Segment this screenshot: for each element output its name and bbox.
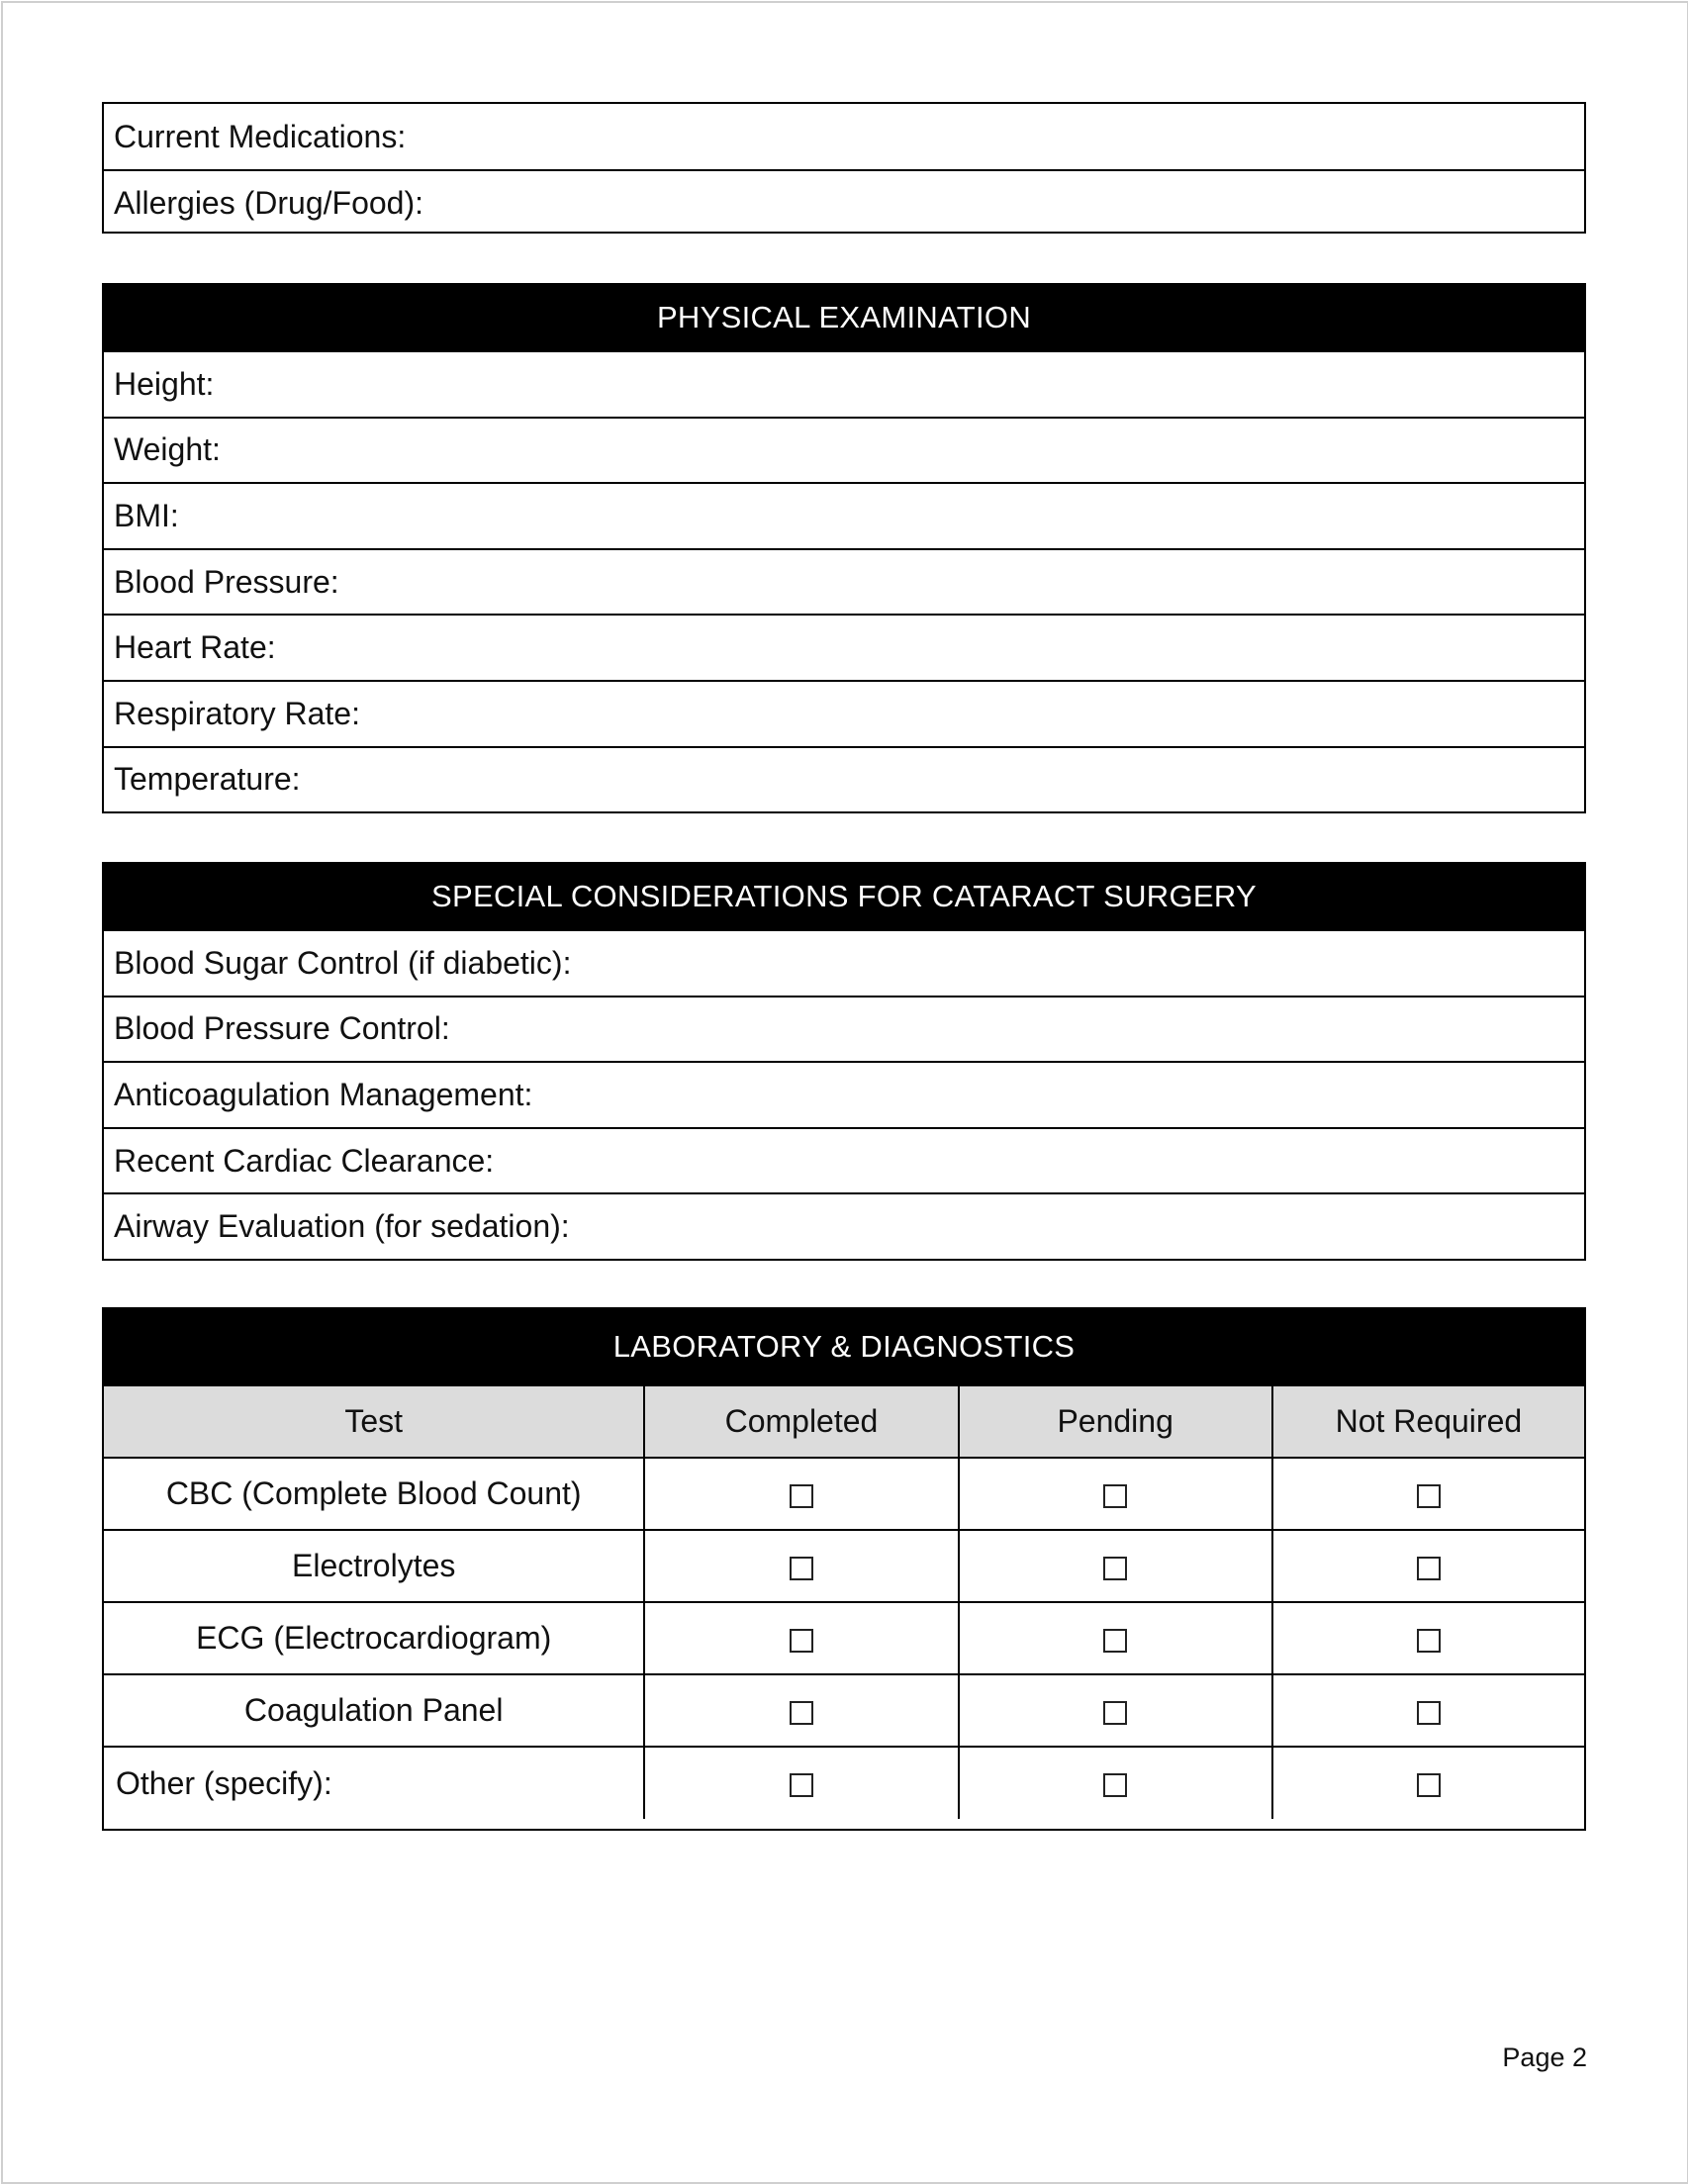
checkbox[interactable] xyxy=(790,1701,813,1725)
pending-cell xyxy=(959,1530,1272,1602)
section-header: SPECIAL CONSIDERATIONS FOR CATARACT SURGERY xyxy=(104,864,1584,929)
table-row xyxy=(104,1602,1584,1674)
blood-pressure-field[interactable] xyxy=(104,548,1584,615)
table-row xyxy=(104,1674,1584,1747)
checkbox[interactable] xyxy=(1417,1484,1441,1508)
field-label: Weight: xyxy=(114,431,221,468)
field-label: Airway Evaluation (for sedation): xyxy=(114,1208,570,1245)
test-name: Electrolytes xyxy=(104,1530,644,1602)
checkbox[interactable] xyxy=(1417,1557,1441,1580)
table-row xyxy=(104,1530,1584,1602)
field-label: Blood Sugar Control (if diabetic): xyxy=(114,944,572,981)
recent-cardiac-clearance-field[interactable] xyxy=(104,1127,1584,1193)
laboratory-section xyxy=(102,1307,1586,1831)
checkbox[interactable] xyxy=(1103,1557,1127,1580)
bmi-field[interactable] xyxy=(104,482,1584,548)
not-required-cell xyxy=(1272,1602,1584,1674)
heart-rate-field[interactable] xyxy=(104,614,1584,680)
lab-table-header-row xyxy=(104,1385,1584,1458)
completed-cell xyxy=(644,1674,958,1747)
table-row xyxy=(104,1458,1584,1530)
column-header-completed: Completed xyxy=(644,1385,958,1458)
checkbox[interactable] xyxy=(1417,1773,1441,1797)
table-row xyxy=(104,1747,1584,1819)
field-label: Heart Rate: xyxy=(114,629,276,666)
pending-cell xyxy=(959,1602,1272,1674)
weight-field[interactable] xyxy=(104,417,1584,483)
not-required-cell xyxy=(1272,1674,1584,1747)
not-required-cell xyxy=(1272,1530,1584,1602)
page-number: Page 2 xyxy=(1502,2042,1587,2072)
field-label: Blood Pressure: xyxy=(114,563,339,600)
field-label: Blood Pressure Control: xyxy=(114,1010,450,1047)
column-header-test: Test xyxy=(104,1385,644,1458)
field-label: Allergies (Drug/Food): xyxy=(114,184,423,221)
respiratory-rate-field[interactable] xyxy=(104,680,1584,746)
pending-cell xyxy=(959,1458,1272,1530)
completed-cell xyxy=(644,1458,958,1530)
checkbox[interactable] xyxy=(1417,1701,1441,1725)
test-name: CBC (Complete Blood Count) xyxy=(104,1458,644,1530)
section-header: PHYSICAL EXAMINATION xyxy=(104,285,1584,350)
checkbox[interactable] xyxy=(790,1773,813,1797)
completed-cell xyxy=(644,1530,958,1602)
blood-sugar-control-field[interactable] xyxy=(104,929,1584,996)
lab-table xyxy=(104,1384,1584,1819)
physical-examination-section xyxy=(102,283,1586,813)
medications-section xyxy=(102,102,1586,234)
temperature-field[interactable] xyxy=(104,746,1584,812)
not-required-cell xyxy=(1272,1458,1584,1530)
checkbox[interactable] xyxy=(790,1629,813,1653)
current-medications-field[interactable] xyxy=(104,104,1584,169)
column-header-not-required: Not Required xyxy=(1272,1385,1584,1458)
field-label: Recent Cardiac Clearance: xyxy=(114,1142,495,1179)
checkbox[interactable] xyxy=(790,1557,813,1580)
not-required-cell xyxy=(1272,1747,1584,1819)
blood-pressure-control-field[interactable] xyxy=(104,996,1584,1062)
field-label: Height: xyxy=(114,365,215,402)
checkbox[interactable] xyxy=(1417,1629,1441,1653)
checkbox[interactable] xyxy=(1103,1484,1127,1508)
checkbox[interactable] xyxy=(1103,1629,1127,1653)
test-name: ECG (Electrocardiogram) xyxy=(104,1602,644,1674)
field-label: BMI: xyxy=(114,497,179,533)
special-considerations-section xyxy=(102,862,1586,1261)
anticoagulation-management-field[interactable] xyxy=(104,1061,1584,1127)
checkbox[interactable] xyxy=(1103,1773,1127,1797)
completed-cell xyxy=(644,1747,958,1819)
column-header-pending: Pending xyxy=(959,1385,1272,1458)
test-name: Coagulation Panel xyxy=(104,1674,644,1747)
field-label: Temperature: xyxy=(114,761,301,798)
completed-cell xyxy=(644,1602,958,1674)
section-header: LABORATORY & DIAGNOSTICS xyxy=(104,1309,1584,1384)
field-label: Respiratory Rate: xyxy=(114,695,360,731)
checkbox[interactable] xyxy=(1103,1701,1127,1725)
pending-cell xyxy=(959,1747,1272,1819)
height-field[interactable] xyxy=(104,350,1584,417)
allergies-field[interactable] xyxy=(104,169,1584,235)
checkbox[interactable] xyxy=(790,1484,813,1508)
field-label: Current Medications: xyxy=(114,118,407,154)
pending-cell xyxy=(959,1674,1272,1747)
airway-evaluation-field[interactable] xyxy=(104,1192,1584,1259)
field-label: Anticoagulation Management: xyxy=(114,1076,533,1112)
test-name: Other (specify): xyxy=(104,1747,644,1819)
